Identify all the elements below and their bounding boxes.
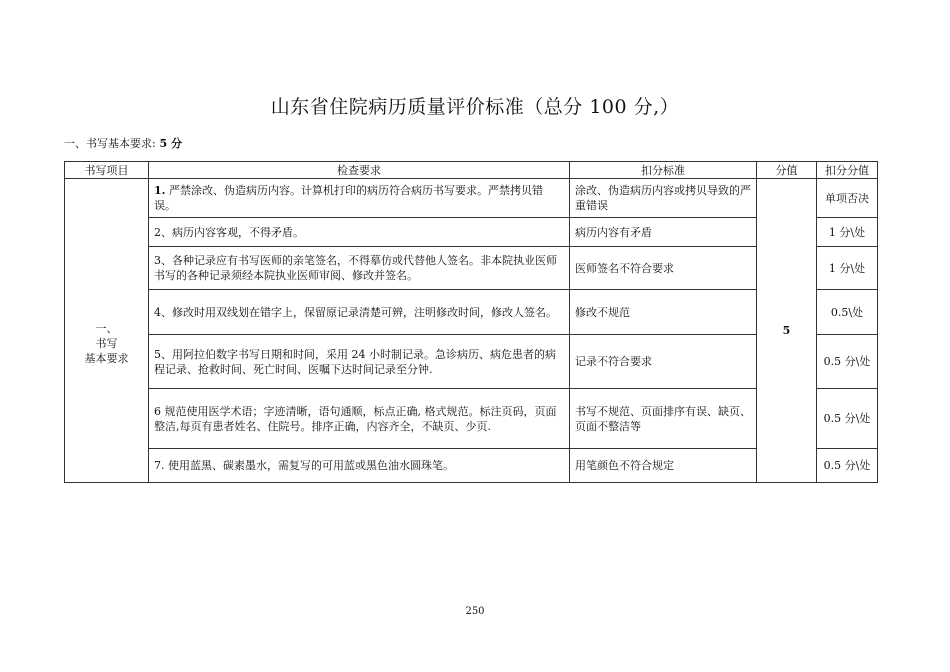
header-requirement: 检查要求: [149, 162, 570, 179]
table-row: [65, 389, 878, 449]
table-row: [65, 335, 878, 389]
deduction-value-cell: 0.5 分\处: [817, 335, 878, 389]
requirement-cell: 2、病历内容客观，不得矛盾。: [149, 218, 570, 247]
deduction-value-cell: 单项否决: [817, 179, 878, 218]
section-heading: [64, 135, 182, 151]
header-score: 分值: [757, 162, 817, 179]
deduction-standard-cell: 修改不规范: [570, 290, 757, 335]
requirement-cell: 6 规范使用医学术语；字迹清晰，语句通顺，标点正确, 格式规范。标注页码，页面整洁,每页有患者姓名、住院号。排序正确，内容齐全，不缺页、少页.: [149, 389, 570, 449]
requirement-cell: 4、修改时用双线划在错字上，保留原记录清楚可辨，注明修改时间，修改人签名。: [149, 290, 570, 335]
deduction-value-cell: 0.5 分\处: [817, 389, 878, 449]
header-deduction-standard: 扣分标准: [570, 162, 757, 179]
requirement-cell: 3、各种记录应有书写医师的亲笔签名，不得摹仿或代替他人签名。非本院执业医师书写的各种记录须经本院执业医师审阅、修改并签名。: [149, 247, 570, 290]
table-row: [65, 290, 878, 335]
deduction-standard-cell: 书写不规范、页面排序有误、缺页、页面不整洁等: [570, 389, 757, 449]
deduction-value-cell: 1 分\处: [817, 247, 878, 290]
requirement-number: 1.: [154, 184, 166, 197]
requirement-text: 严禁涂改、伪造病历内容。计算机打印的病历符合病历书写要求。严禁拷贝错误。: [154, 184, 543, 212]
section-heading-score: 5 分: [155, 137, 183, 150]
table-row: [65, 179, 878, 218]
category-line: 书写: [95, 337, 118, 350]
category-line: 基本要求: [84, 352, 129, 365]
page-title: 山东省住院病历质量评价标准（总分 100 分,）: [270, 96, 680, 118]
table-header-row: [65, 162, 878, 179]
score-cell: 5: [757, 179, 817, 483]
deduction-standard-cell: 涂改、伪造病历内容或拷贝导致的严重错误: [570, 179, 757, 218]
section-heading-label: 一、书写基本要求:: [64, 137, 156, 150]
deduction-standard-cell: 记录不符合要求: [570, 335, 757, 389]
header-deduction-value: 扣分分值: [817, 162, 878, 179]
table-row: [65, 218, 878, 247]
page-number: 250: [465, 606, 485, 617]
requirement-cell: 7. 使用蓝黑、碳素墨水，需复写的可用蓝或黑色油水圆珠笔。: [149, 449, 570, 483]
deduction-value-cell: 0.5\处: [817, 290, 878, 335]
table-row: [65, 247, 878, 290]
evaluation-table: [64, 161, 878, 483]
deduction-standard-cell: 病历内容有矛盾: [570, 218, 757, 247]
category-cell: [65, 179, 149, 483]
header-item: 书写项目: [65, 162, 149, 179]
deduction-standard-cell: 用笔颜色不符合规定: [570, 449, 757, 483]
table-row: [65, 449, 878, 483]
deduction-value-cell: 0.5 分\处: [817, 449, 878, 483]
requirement-cell: 5、用阿拉伯数字书写日期和时间，采用 24 小时制记录。急诊病历、病危患者的病程记录、抢救时间、死亡时间、医嘱下达时间记录至分钟.: [149, 335, 570, 389]
deduction-standard-cell: 医师签名不符合要求: [570, 247, 757, 290]
deduction-value-cell: 1 分\处: [817, 218, 878, 247]
requirement-cell: [149, 179, 570, 218]
category-line: 一、: [95, 322, 118, 335]
